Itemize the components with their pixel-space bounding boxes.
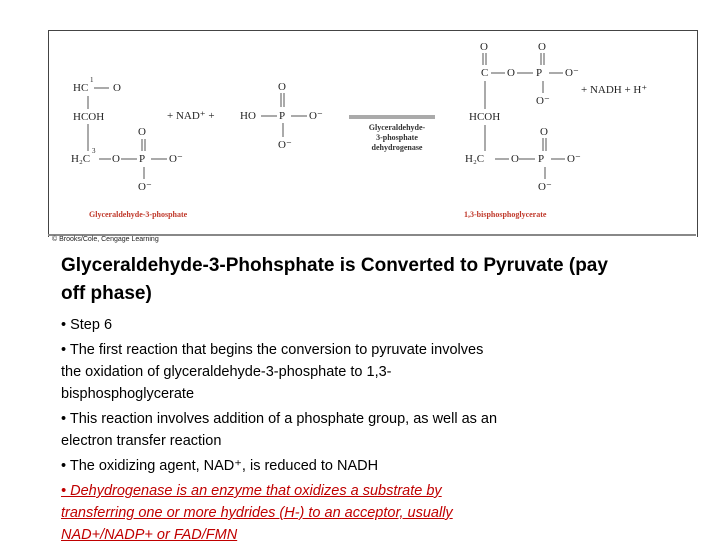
right-molecule-name: 1,3-bisphosphoglycerate: [464, 210, 547, 219]
right-o-minus-mid: O⁻: [536, 95, 550, 107]
phosphate-bottom-o: O⁻: [278, 139, 292, 151]
reaction-figure: [48, 30, 698, 237]
bullet-line: • Step 6: [61, 317, 113, 333]
phosphate-top-o: O: [278, 81, 286, 93]
title-line-2: off phase): [61, 283, 152, 304]
right-carbonyl-o: O: [480, 41, 488, 53]
nad-plus-term: + NAD⁺ +: [167, 110, 215, 122]
bullet-first-reaction: [61, 339, 701, 405]
right-h2c: H₂C: [465, 153, 485, 165]
right-phosphorus-2: P: [538, 153, 545, 165]
right-p-double-o: O: [538, 41, 546, 53]
phosphate-ho: HO: [240, 110, 256, 122]
left-hc-label: HC: [73, 82, 89, 94]
left-aldehyde-o: O: [113, 82, 121, 94]
bullet-line: NAD+/NADP+ or FAD/FMN: [61, 527, 238, 543]
right-hcoh: HCOH: [469, 111, 501, 123]
left-h2c: H₂C: [71, 153, 91, 165]
enzyme-line-2: 3-phosphate: [376, 133, 418, 142]
right-bottom-o-minus: O⁻: [538, 181, 552, 193]
phosphate-p: P: [279, 110, 286, 122]
bullet-line: • This reaction involves addition of a phosphate group, as well as an: [61, 411, 498, 427]
left-c1-number: 1: [90, 76, 94, 84]
right-c1: C: [481, 67, 489, 79]
products-term: + NADH + H⁺: [581, 84, 648, 96]
right-p2-double-o: O: [540, 126, 548, 138]
right-o-minus-2: O⁻: [567, 153, 581, 165]
left-p-double-o: O: [138, 126, 146, 138]
right-ester-o-2: O: [511, 153, 519, 165]
bullet-dehydrogenase: [61, 480, 701, 546]
bullet-line: • Dehydrogenase is an enzyme that oxidizes a substrate by: [61, 483, 442, 499]
bullet-line: transferring one or more hydrides (H-) to an acceptor, usually: [61, 505, 453, 521]
slide-content: [61, 252, 701, 549]
bullet-line: bisphosphoglycerate: [61, 386, 195, 402]
left-phosphorus: P: [139, 153, 146, 165]
left-hcoh: HCOH: [73, 111, 105, 123]
bullet-phosphate-addition: [61, 408, 701, 452]
figure-credit: © Brooks/Cole, Cengage Learning: [52, 236, 159, 243]
right-ester-o: O: [507, 67, 515, 79]
enzyme-label: [347, 123, 447, 153]
left-bottom-o-minus: O⁻: [138, 181, 152, 193]
left-c3-number: 3: [92, 147, 96, 155]
slide-title: [61, 252, 701, 308]
left-o-minus: O⁻: [169, 153, 183, 165]
bullet-line: • The oxidizing agent, NAD⁺, is reduced to NADH: [61, 458, 379, 474]
bullet-line: electron transfer reaction: [61, 433, 222, 449]
enzyme-line-1: Glyceraldehyde-: [368, 123, 426, 132]
right-o-minus-1: O⁻: [565, 67, 579, 79]
phosphate-o-minus: O⁻: [309, 110, 323, 122]
left-molecule-name: Glyceraldehyde-3-phosphate: [89, 210, 188, 219]
enzyme-line-3: dehydrogenase: [371, 143, 423, 152]
right-phosphorus-1: P: [536, 67, 543, 79]
bullet-line: the oxidation of glyceraldehyde-3-phosphate to 1,3-: [61, 364, 392, 380]
left-ester-o: O: [112, 153, 120, 165]
bullet-oxidizing-agent: [61, 455, 701, 477]
bullet-line: • The first reaction that begins the conversion to pyruvate involves: [61, 342, 484, 358]
title-line-1: Glyceraldehyde-3-Phohsphate is Converted to Pyruvate (pay: [61, 255, 608, 276]
bullet-step: [61, 314, 701, 336]
